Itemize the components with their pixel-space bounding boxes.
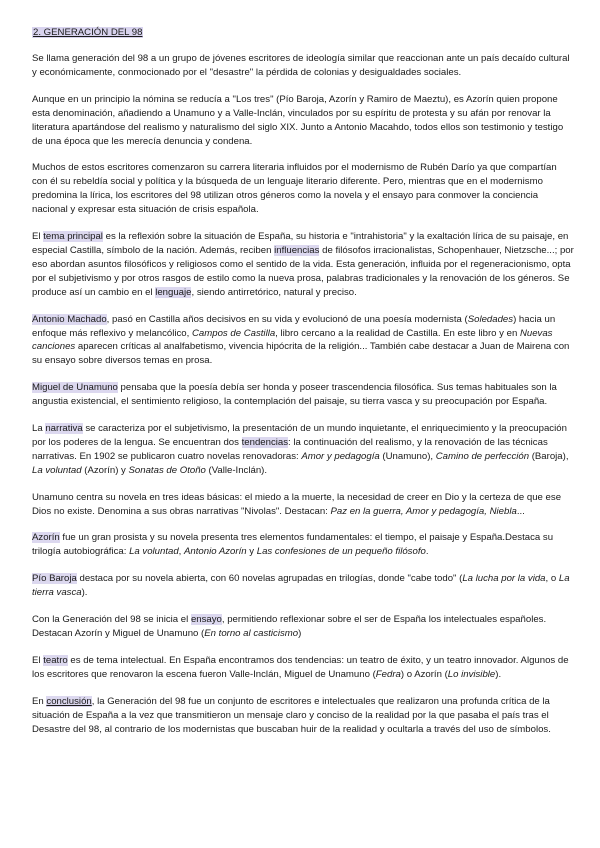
highlight-tema-principal: tema principal (43, 231, 103, 243)
highlight-antonio-machado: Antonio Machado (32, 313, 107, 325)
highlight-lenguaje: lenguaje (155, 286, 192, 298)
section-title: 2. GENERACIÓN DEL 98 (33, 27, 143, 38)
highlight-ensayo: ensayo (190, 614, 222, 626)
highlight-influencias: influencias (274, 244, 320, 256)
paragraph-ensayo: Con la Generación del 98 se inicia el ensayo, permitiendo reflexionar sobre el ser de España los intelectuales españoles. Destacan Azorín y Miguel de Unamuno (En torno al casticismo) (32, 614, 547, 639)
highlight-azorin: Azorín (32, 532, 60, 544)
paragraph-intro: Se llama generación del 98 a un grupo de jóvenes escritores de ideología similar que reaccionan ante un país decaído cultural y económicamente, conmocionado por el "desastre" la pérdida de colonias y desigualdades sociales. (32, 53, 570, 78)
paragraph-azorin: Azorín fue un gran prosista y su novela presenta tres elementos fundamentales: el tiempo, el paisaje y España.Destaca su trilogía autobiográfica: La voluntad, Antonio Azorín y Las confesiones de un pequeño filósofo. (32, 532, 554, 558)
paragraph-modernismo: Muchos de estos escritores comenzaron su carrera literaria influidos por el modernismo de Rubén Darío ya que compartían con él su rebeldía social y política y la búsqueda de un lenguaje literario diferente. Pero, mientras que en el modernismo predomina la lírica, los escritores del 98 utilizan otros géneros como la novela y el ensayo para conmover la conciencia nacional y expresar esta situación de crisis española. (32, 162, 557, 216)
highlight-narrativa: narrativa (45, 423, 83, 435)
highlight-teatro: teatro (43, 654, 68, 666)
paragraph-tema-principal: El tema principal es la reflexión sobre la situación de España, su historia e "intrahistoria" y la exaltación lírica de su paisaje, en especial Castilla, símbolo de la nación. Además, reciben influencias de filósofos irracionalistas, Schopenhauer, Nietzsche...; por eso abordan asuntos filosóficos y religiosos como el sentido de la vida. Esta generación, influida por el regeneracionismo, opta por el subjetivismo y por otros rasgos de estilo como la nueva prosa, palabras tradicionales y la renovación de los géneros. Se produce así un cambio en el lenguaje, siendo antirretórico, natural y preciso. (32, 231, 574, 298)
paragraph-unamuno-poesia: Miguel de Unamuno pensaba que la poesía debía ser honda y poseer trascendencia filosófica. Sus temas habituales son la angustia existencial, el sentimiento religioso, la contemplación del paisaje, su tierra vasca y su preocupación por España. (32, 382, 557, 408)
highlight-conclusion: conclusión (46, 695, 92, 707)
paragraph-nomina: Aunque en un principio la nómina se reducía a "Los tres" (Pío Baroja, Azorín y Ramiro de Maeztu), es Azorín quien propone esta denominación, añadiendo a Unamuno y a Valle-Inclán, vinculados por su espíritu de protesta y su afán por renovar la literatura apartándose del realismo y naturalismo del siglo XIX. Junto a Antonio Macahdo, todos ellos son testimonio y testigo de una época que les merecía denuncia y condena. (32, 93, 564, 147)
highlight-pio-baroja: Pío Baroja (32, 573, 77, 585)
document-page (32, 27, 574, 749)
paragraph-machado: Antonio Machado, pasó en Castilla años decisivos en su vida y evolucionó de una poesía modernista (Soledades) hacia un enfoque más reflexivo y melancólico, Campos de Castilla, libro cercano a la realidad de Castilla. En este libro y en Nuevas canciones aparecen críticas al analfabetismo, vivencia hipócrita de la religión... También cabe destacar a Juan de Mairena con su ensayo sobre diversos temas en prosa. (32, 313, 570, 367)
paragraph-baroja: Pío Baroja destaca por su novela abierta, con 60 novelas agrupadas en trilogías, donde "cabe todo" (La lucha por la vida, o La tierra vasca). (32, 573, 570, 599)
paragraph-unamuno-novela: Unamuno centra su novela en tres ideas básicas: el miedo a la muerte, la necesidad de creer en Dio y la certeza de que ese Dios no existe. Denomina a sus obras narrativas "Nivolas". Destacan: Paz en la guerra, Amor y pedagogía, Niebla... (32, 491, 562, 517)
highlight-miguel-de-unamuno: Miguel de Unamuno (32, 382, 118, 394)
paragraph-narrativa: La narrativa se caracteriza por el subjetivismo, la presentación de un mundo inquietante, el enriquecimiento y la preocupación por los poderes de la lengua. Se encuentran dos tendencias: la continuación del realismo, y la renovación de las técnicas narrativas. En 1902 se publicaron cuatro novelas renovadoras: Amor y pedagogía (Unamuno), Camino de perfección (Baroja), La voluntad (Azorín) y Sonatas de Otoño (Valle-Inclán). (32, 423, 569, 476)
paragraph-teatro: El teatro es de tema intelectual. En España encontramos dos tendencias: un teatro de éxito, y un teatro innovador. Algunos de los escritores que renovaron la escena fueron Valle-Inclán, Miguel de Unamuno (Fedra) o Azorín (Lo invisible). (32, 654, 569, 680)
highlight-tendencias: tendencias (241, 436, 289, 448)
paragraph-conclusion: En conclusión, la Generación del 98 fue un conjunto de escritores e intelectuales que realizaron una profunda crítica de la situación de España a la vez que transmitieron un mensaje claro y conciso de la realidad por la que pasaba el país tras el Desastre del 98, al contrario de los modernistas que buscaban huir de la realidad y ocultarla a través del uso de símbolos. (32, 695, 551, 735)
